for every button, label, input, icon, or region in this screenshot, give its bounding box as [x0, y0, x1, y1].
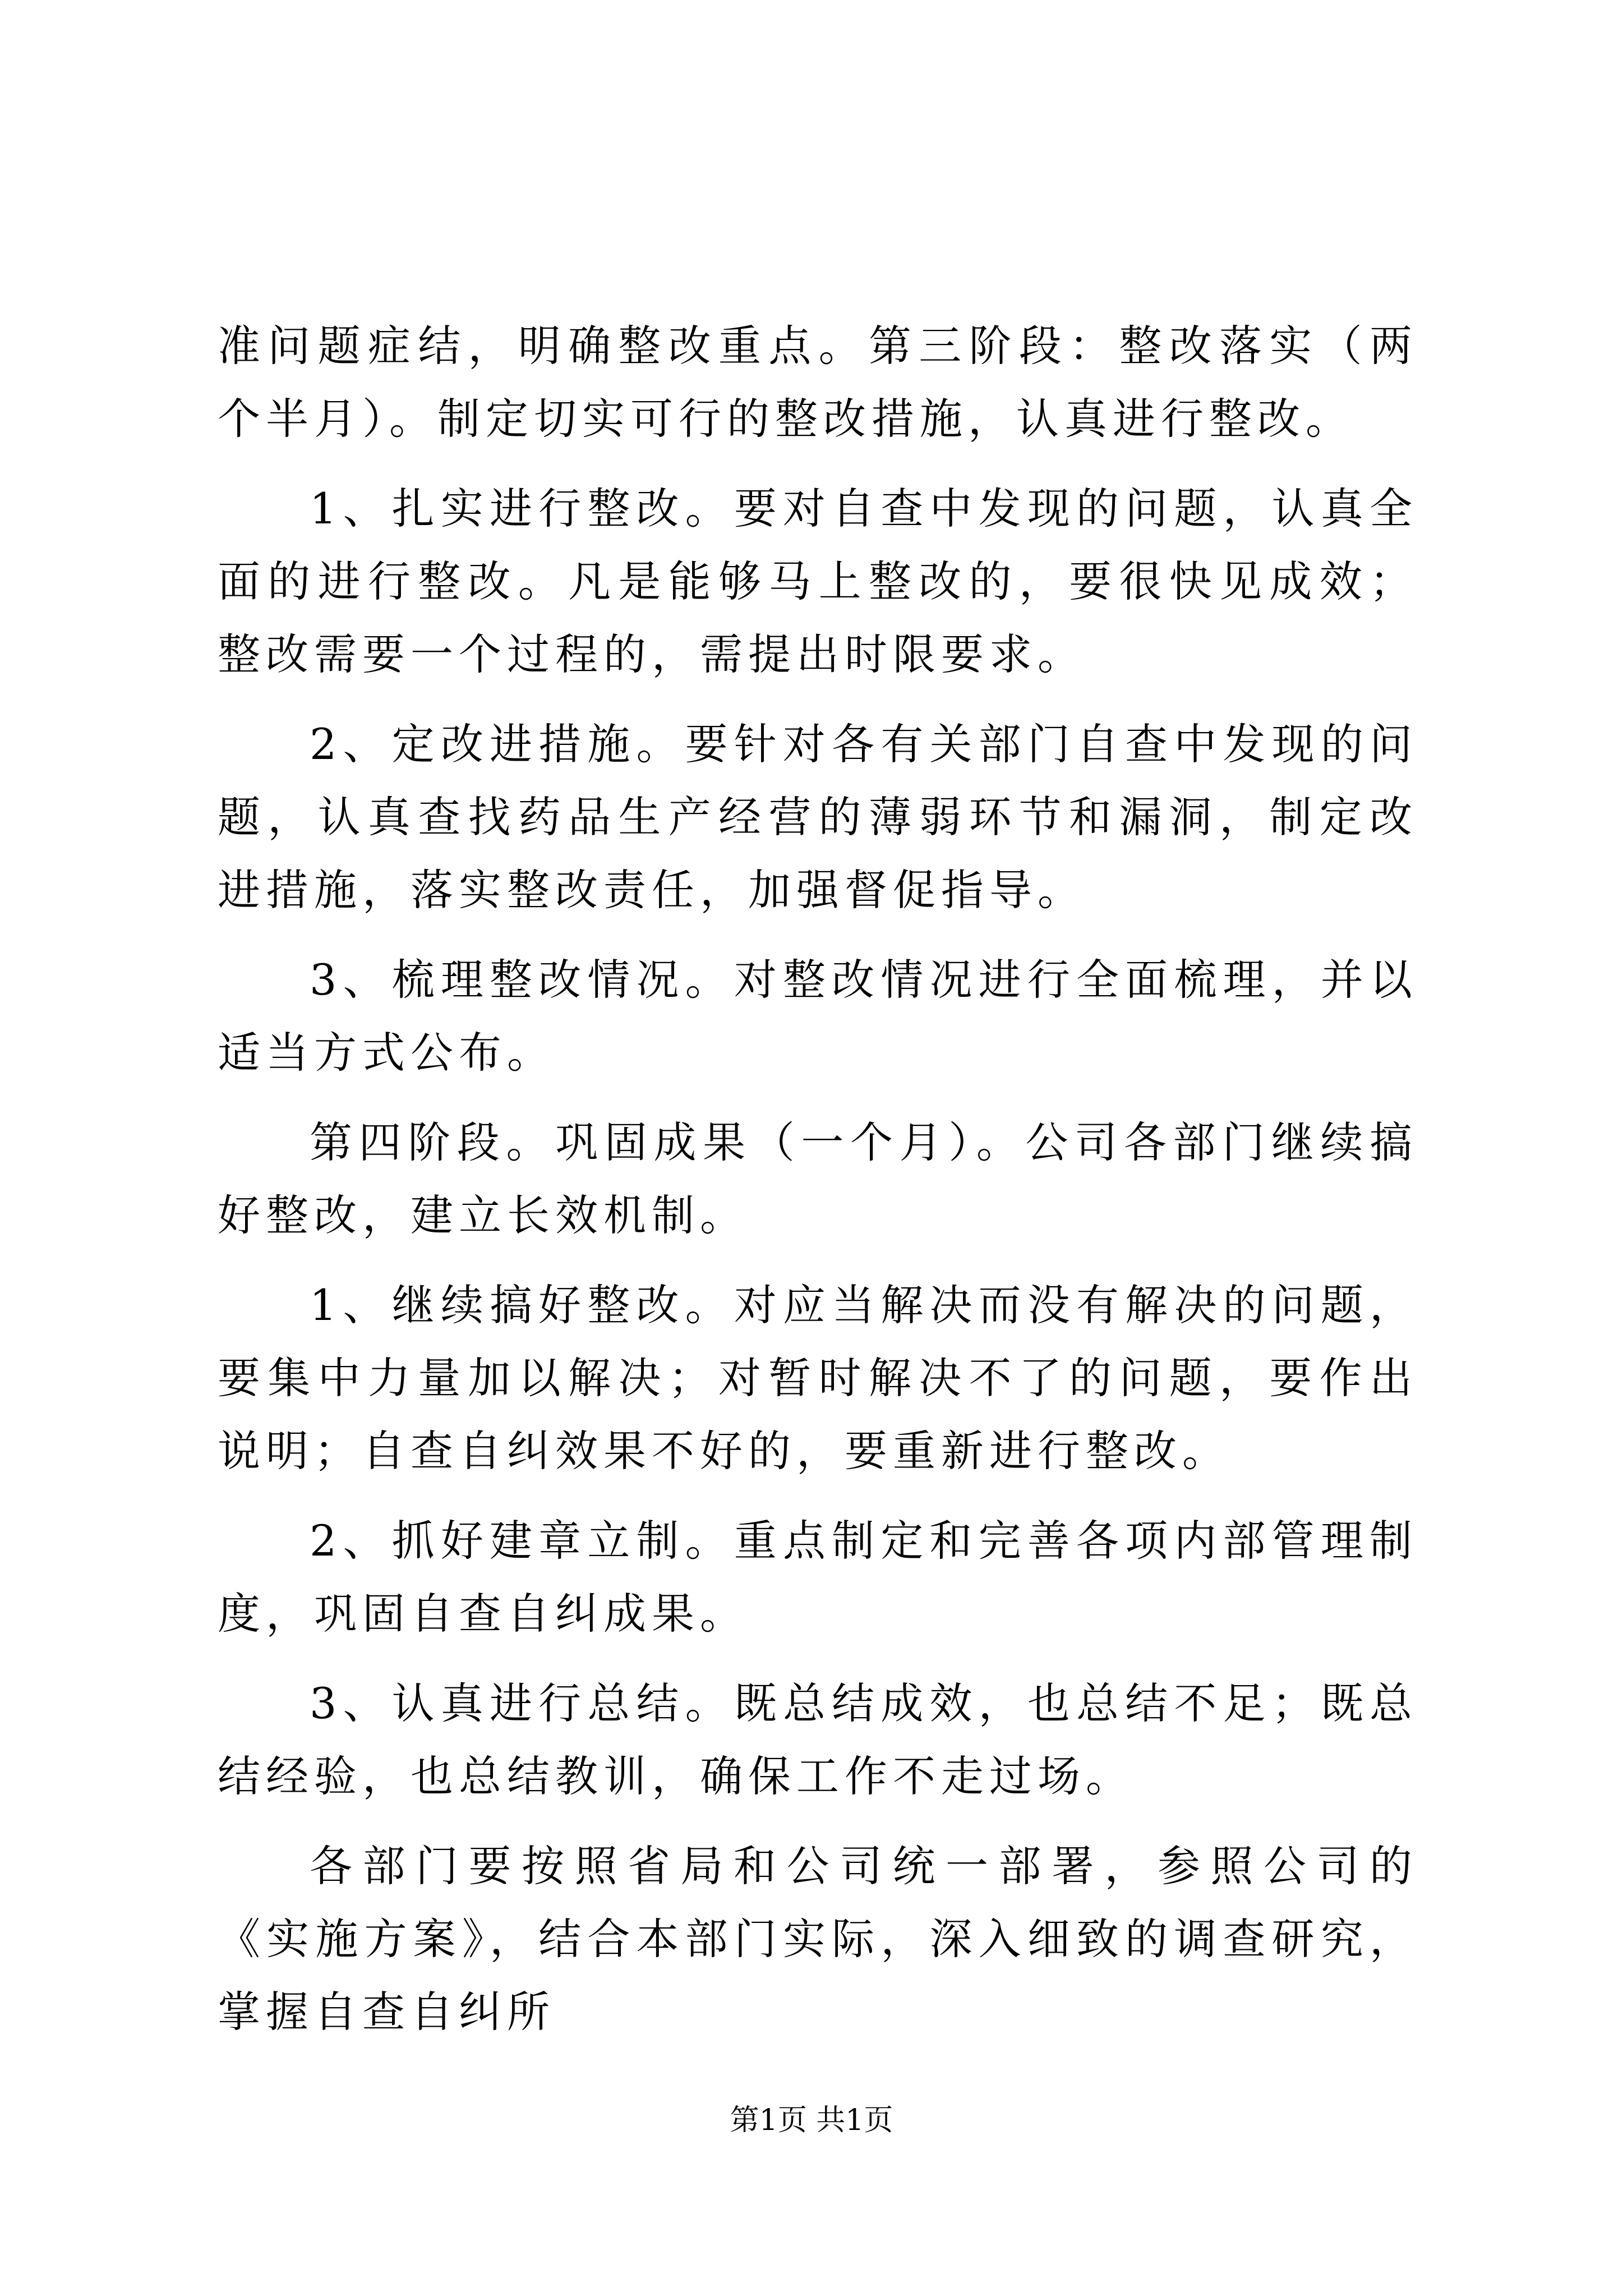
paragraph-7: 2、抓好建章立制。重点制定和完善各项内部管理制度，巩固自查自纠成果。 [218, 1516, 1418, 1639]
paragraph-1: 准问题症结，明确整改重点。第三阶段：整改落实（两个半月）。制定切实可行的整改措施，认真进行整改。 [218, 321, 1418, 444]
paragraph-6: 1、继续搞好整改。对应当解决而没有解决的问题，要集中力量加以解决；对暂时解决不了的问题，要作出说明；自查自纠效果不好的，要重新进行整改。 [218, 1280, 1418, 1476]
paragraph-9: 各部门要按照省局和公司统一部署，参照公司的《实施方案》，结合本部门实际，深入细致的调查研究，掌握自查自纠所 [218, 1841, 1418, 2037]
paragraph-2: 1、扎实进行整改。要对自查中发现的问题，认真全面的进行整改。凡是能够马上整改的，要很快见成效；整改需要一个过程的，需提出时限要求。 [218, 484, 1418, 679]
page-footer: 第1页 共1页 [730, 2104, 893, 2137]
paragraph-3: 2、定改进措施。要针对各有关部门自查中发现的问题，认真查找药品生产经营的薄弱环节和漏洞，制定改进措施，落实整改责任，加强督促指导。 [218, 719, 1418, 915]
paragraph-4: 3、梳理整改情况。对整改情况进行全面梳理，并以适当方式公布。 [218, 955, 1418, 1078]
paragraph-8: 3、认真进行总结。既总结成效，也总结不足；既总结经验，也总结教训，确保工作不走过场。 [218, 1678, 1418, 1801]
paragraph-5: 第四阶段。巩固成果（一个月）。公司各部门继续搞好整改，建立长效机制。 [218, 1117, 1418, 1240]
